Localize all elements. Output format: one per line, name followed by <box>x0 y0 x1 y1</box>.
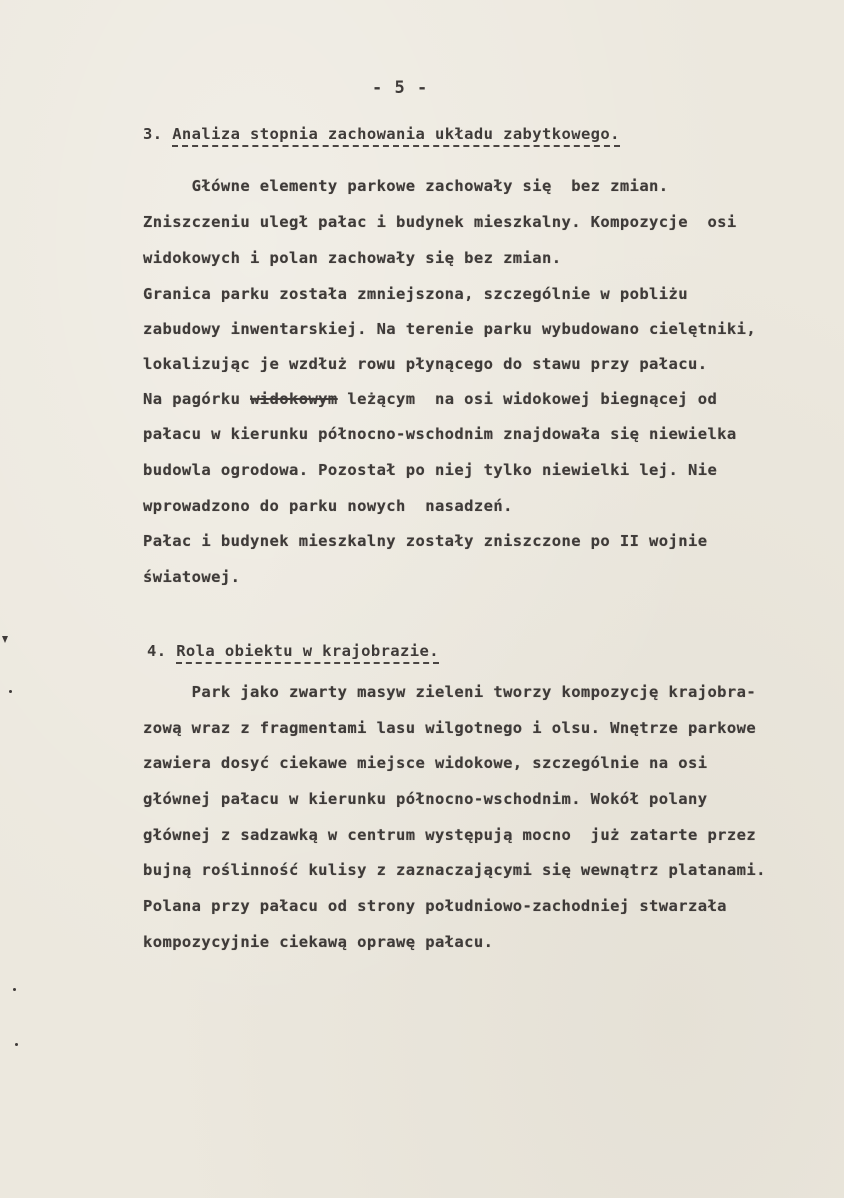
section-3-line-9: budowla ogrodowa. Pozostał po niej tylko niewielki lej. Nie <box>143 461 718 479</box>
section-3-line-1: Główne elementy parkowe zachowały się bez zmian. <box>143 177 669 195</box>
struck-word: widokowym <box>250 390 338 408</box>
section-3-line-3: widokowych i polan zachowały się bez zmian. <box>143 249 562 267</box>
section-3-line-2: Zniszczeniu uległ pałac i budynek mieszkalny. Kompozycje osi <box>143 213 737 231</box>
section-3-number: 3. <box>143 125 163 143</box>
line-7-before: Na pagórku <box>143 390 251 408</box>
section-4-line-3: zawiera dosyć ciekawe miejsce widokowe, szczególnie na osi <box>143 754 708 772</box>
section-3-line-12: światowej. <box>143 568 241 586</box>
section-3-title: Analiza stopnia zachowania układu zabytkowego. <box>172 125 620 147</box>
margin-mark <box>9 690 12 693</box>
section-4-line-1: Park jako zwarty masyw zieleni tworzy kompozycję krajobra- <box>143 683 757 701</box>
margin-mark <box>2 636 8 643</box>
section-4-line-8: kompozycyjnie ciekawą oprawę pałacu. <box>143 933 494 951</box>
section-3-heading <box>143 125 620 143</box>
margin-mark <box>13 988 16 991</box>
section-4-line-6: bujną roślinność kulisy z zaznaczającymi się wewnątrz platanami. <box>143 861 766 879</box>
section-3-line-7 <box>143 390 717 408</box>
section-3-line-8: pałacu w kierunku północno-wschodnim znajdowała się niewielka <box>143 425 737 443</box>
section-3-line-6: lokalizując je wzdłuż rowu płynącego do stawu przy pałacu. <box>143 355 708 373</box>
section-3-line-5: zabudowy inwentarskiej. Na terenie parku wybudowano cielętniki, <box>143 320 757 338</box>
section-4-title: Rola obiektu w krajobrazie. <box>176 642 439 664</box>
margin-mark <box>15 1043 18 1046</box>
section-3-line-11: Pałac i budynek mieszkalny zostały zniszczone po II wojnie <box>143 532 708 550</box>
section-4-line-4: głównej pałacu w kierunku północno-wschodnim. Wokół polany <box>143 790 708 808</box>
section-4-heading <box>147 642 439 660</box>
section-3-line-10: wprowadzono do parku nowych nasadzeń. <box>143 497 513 515</box>
section-3-line-4: Granica parku została zmniejszona, szczególnie w pobliżu <box>143 285 688 303</box>
page-number: - 5 - <box>372 78 429 98</box>
line-7-after: leżącym na osi widokowej biegnącej od <box>337 390 718 408</box>
section-4-line-2: zową wraz z fragmentami lasu wilgotnego i olsu. Wnętrze parkowe <box>143 719 757 737</box>
section-4-number: 4. <box>147 642 167 660</box>
section-4-line-7: Polana przy pałacu od strony południowo-zachodniej stwarzała <box>143 897 727 915</box>
section-4-line-5: głównej z sadzawką w centrum występują mocno już zatarte przez <box>143 826 757 844</box>
